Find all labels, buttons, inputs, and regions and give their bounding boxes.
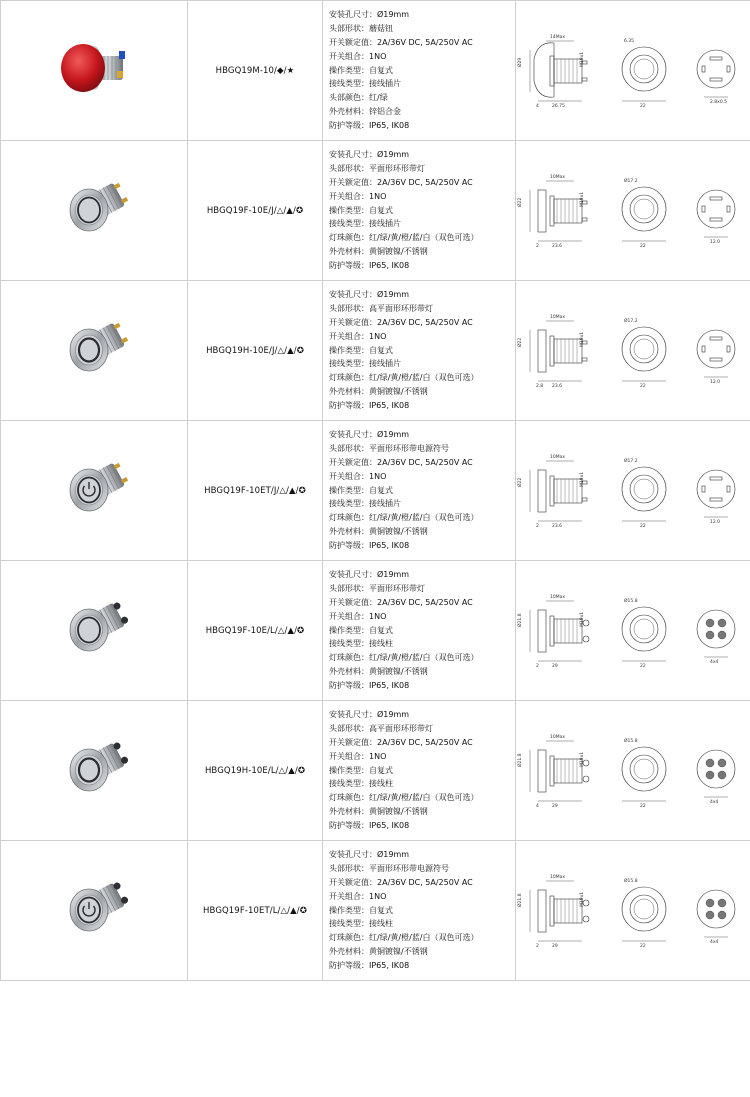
spec-label: 外壳材料： [329,387,369,397]
spec-rating [329,736,515,750]
spec-label: 开关组合： [329,751,369,761]
spec-value: 1NO [369,751,387,761]
spec-value: 自复式 [369,345,393,355]
spec-list [323,1,516,141]
spec-value: 2A/36V DC, 5A/250V AC [377,37,473,47]
dimension-label: 29 [552,664,558,669]
dimension-label: 2.8x0.5 [710,100,727,105]
spec-head [329,22,515,36]
spec-rating [329,176,515,190]
spec-led-color [329,791,515,805]
spec-label: 安装孔尺寸： [329,289,377,299]
spec-label: 操作类型： [329,65,369,75]
spec-value: 1NO [369,191,387,201]
product-photo-cell [1,561,188,701]
spec-label: 安装孔尺寸： [329,569,377,579]
spec-value: 红/绿/黄/橙/蓝/白（双色可选） [369,653,479,663]
spec-value: 接线插片 [369,359,401,369]
spec-label: 防护等级： [329,121,369,131]
spec-label: 安装孔尺寸： [329,9,377,19]
spec-value: 1NO [369,891,387,901]
spec-list [323,561,516,701]
spec-housing [329,105,515,119]
spec-value: Ø19mm [377,9,410,19]
dimension-label: 4 [536,804,539,809]
spec-value: IP65, IK08 [369,961,410,971]
dimension-drawing [516,421,750,561]
spec-led-color [329,511,515,525]
spec-value: 2A/36V DC, 5A/250V AC [377,737,473,747]
spec-rating [329,596,515,610]
spec-label: 防护等级： [329,541,369,551]
spec-label: 开关额定值： [329,597,377,607]
spec-list [323,841,516,981]
spec-value: 高平面形环形带灯 [369,723,433,733]
spec-hole [329,8,515,22]
spec-value: 1NO [369,611,387,621]
spec-value: 1NO [369,471,387,481]
dimension-label: 22 [640,804,646,809]
red-mushroom-button-icon [1,1,187,140]
spec-value: 锌铝合金 [369,107,401,117]
spec-value: 红/绿/黄/橙/蓝/白（双色可选） [369,933,479,943]
spec-label: 灯珠颜色： [329,793,369,803]
dimension-label: Ø15.8 [624,599,638,604]
spec-hole [329,568,515,582]
dimension-label: Ø21.8 [518,753,523,767]
spec-label: 开关组合： [329,51,369,61]
spec-value: Ø19mm [377,849,410,859]
dimension-label: 14Max [550,35,566,40]
dimension-label: Ø22 [518,197,523,207]
spec-label: 头部形状： [329,723,369,733]
spec-label: 开关组合： [329,891,369,901]
spec-head [329,442,515,456]
dimension-label: M19x1 [580,611,585,627]
table-row [1,701,750,841]
spec-label: 开关额定值： [329,177,377,187]
spec-operation [329,484,515,498]
spec-value: 自复式 [369,625,393,635]
dimension-label: Ø17.2 [624,459,638,464]
spec-value: 2A/36V DC, 5A/250V AC [377,177,473,187]
table-row [1,1,750,141]
spec-value: 1NO [369,331,387,341]
spec-terminal [329,217,515,231]
dimension-label: 10Max [550,595,566,600]
spec-value: 接线柱 [369,779,393,789]
spec-label: 防护等级： [329,681,369,691]
spec-combo [329,190,515,204]
spec-value: IP65, IK08 [369,681,410,691]
spec-value: 自复式 [369,905,393,915]
spec-housing [329,945,515,959]
spec-value: 红/绿 [369,93,388,103]
table-row [1,421,750,561]
dimension-label: Ø22 [518,477,523,487]
dimension-drawing [516,841,750,981]
dimension-label: 23.6 [552,384,563,389]
dimension-label: 12.0 [710,520,721,525]
dimension-label: 22 [640,524,646,529]
dimension-label: M19x1 [580,891,585,907]
spec-head [329,582,515,596]
spec-label: 外壳材料： [329,527,369,537]
spec-label: 安装孔尺寸： [329,849,377,859]
raised-ring-led-button-icon [1,281,187,420]
spec-label: 安装孔尺寸： [329,429,377,439]
spec-label: 接线类型： [329,919,369,929]
spec-value: Ø19mm [377,709,410,719]
drawing-icon [516,841,750,980]
spec-value: 黄铜镀镍/不锈钢 [369,667,428,677]
dimension-label: M19x1 [580,751,585,767]
dimension-label: Ø15.8 [624,879,638,884]
dimension-label: 22 [640,664,646,669]
spec-rating [329,316,515,330]
dimension-label: 29 [552,804,558,809]
spec-housing [329,525,515,539]
drawing-icon [516,701,750,840]
spec-combo [329,50,515,64]
dimension-label: 26.75 [552,104,565,109]
spec-value: Ø19mm [377,569,410,579]
spec-value: 2A/36V DC, 5A/250V AC [377,457,473,467]
spec-label: 头部颜色： [329,93,369,103]
spec-label: 外壳材料： [329,807,369,817]
spec-value: 红/绿/黄/橙/蓝/白（双色可选） [369,793,479,803]
spec-protection [329,819,515,833]
flat-ring-led-button-icon [1,141,187,280]
spec-combo [329,330,515,344]
dimension-label: 2 [536,664,539,669]
spec-label: 外壳材料： [329,107,369,117]
spec-label: 操作类型： [329,765,369,775]
spec-value: 接线柱 [369,639,393,649]
spec-value: 接线插片 [369,219,401,229]
power-symbol-led-screw-button-icon [1,841,187,980]
spec-value: IP65, IK08 [369,541,410,551]
flat-ring-led-screw-button-icon [1,561,187,700]
spec-label: 开关额定值： [329,457,377,467]
spec-label: 操作类型： [329,625,369,635]
spec-list [323,141,516,281]
spec-label: 接线类型： [329,639,369,649]
spec-hole [329,288,515,302]
spec-head [329,162,515,176]
raised-ring-led-screw-button-icon [1,701,187,840]
spec-combo [329,750,515,764]
dimension-label: 4x4 [710,940,719,945]
spec-label: 灯珠颜色： [329,933,369,943]
model-number: HBGQ19H-10E/L/△/▲/✪ [188,701,323,841]
spec-hole [329,708,515,722]
spec-label: 防护等级： [329,821,369,831]
spec-value: 黄铜镀镍/不锈钢 [369,247,428,257]
spec-value: 接线插片 [369,79,401,89]
spec-terminal [329,917,515,931]
dimension-label: M19x1 [580,51,585,67]
spec-value: IP65, IK08 [369,121,410,131]
spec-label: 头部形状： [329,303,369,313]
spec-value: 平面形环形带电源符号 [369,863,449,873]
product-photo-cell [1,841,188,981]
dimension-label: 6.35 [624,39,635,44]
drawing-icon [516,561,750,700]
spec-led-color [329,371,515,385]
spec-value: 黄铜镀镍/不锈钢 [369,947,428,957]
product-photo-cell [1,421,188,561]
power-symbol-led-button-icon [1,421,187,560]
spec-value: IP65, IK08 [369,821,410,831]
spec-label: 防护等级： [329,961,369,971]
dimension-label: 10Max [550,735,566,740]
model-number: HBGQ19H-10E/J/△/▲/✪ [188,281,323,421]
drawing-icon [516,281,750,420]
spec-head [329,302,515,316]
spec-label: 灯珠颜色： [329,233,369,243]
spec-value: 平面形环形带电源符号 [369,443,449,453]
dimension-label: 23.6 [552,524,563,529]
spec-label: 操作类型： [329,345,369,355]
dimension-label: 4x4 [710,800,719,805]
spec-led-color [329,231,515,245]
spec-terminal [329,637,515,651]
dimension-label: 22 [640,384,646,389]
spec-housing [329,805,515,819]
spec-head [329,722,515,736]
dimension-drawing [516,141,750,281]
spec-led-color [329,931,515,945]
spec-operation [329,904,515,918]
table-row [1,141,750,281]
spec-operation [329,344,515,358]
spec-list [323,421,516,561]
dimension-label: 22 [640,244,646,249]
spec-hole [329,148,515,162]
spec-protection [329,119,515,133]
dimension-drawing [516,1,750,141]
spec-value: 平面形环形带灯 [369,583,425,593]
spec-operation [329,64,515,78]
spec-combo [329,610,515,624]
spec-label: 操作类型： [329,205,369,215]
dimension-label: 23.6 [552,244,563,249]
spec-terminal [329,497,515,511]
dimension-label: Ø15.8 [624,739,638,744]
spec-label: 开关组合： [329,331,369,341]
dimension-drawing [516,281,750,421]
drawing-icon [516,421,750,560]
dimension-label: 10Max [550,315,566,320]
spec-label: 接线类型： [329,79,369,89]
spec-value: 自复式 [369,485,393,495]
dimension-label: 4x4 [710,660,719,665]
dimension-label: 10Max [550,875,566,880]
spec-value: 2A/36V DC, 5A/250V AC [377,317,473,327]
spec-label: 头部形状： [329,863,369,873]
spec-combo [329,890,515,904]
dimension-label: 22 [640,944,646,949]
dimension-label: M19x1 [580,331,585,347]
dimension-drawing [516,701,750,841]
dimension-label: 2.8 [536,384,544,389]
spec-terminal [329,77,515,91]
dimension-label: Ø17.2 [624,319,638,324]
table-row [1,561,750,701]
spec-value: 高平面形环形带灯 [369,303,433,313]
dimension-label: Ø22 [518,337,523,347]
spec-label: 接线类型： [329,219,369,229]
table-row [1,281,750,421]
spec-label: 开关组合： [329,611,369,621]
spec-terminal [329,777,515,791]
dimension-label: Ø21.8 [518,613,523,627]
spec-label: 安装孔尺寸： [329,149,377,159]
spec-value: 平面形环形带灯 [369,163,425,173]
spec-value: 黄铜镀镍/不锈钢 [369,387,428,397]
spec-housing [329,385,515,399]
spec-label: 头部形状： [329,583,369,593]
dimension-label: M19x1 [580,471,585,487]
spec-value: 自复式 [369,205,393,215]
spec-label: 头部形状： [329,163,369,173]
spec-value: IP65, IK08 [369,261,410,271]
spec-value: 红/绿/黄/橙/蓝/白（双色可选） [369,373,479,383]
spec-label: 头部形状： [329,23,369,33]
dimension-drawing [516,561,750,701]
spec-combo [329,470,515,484]
model-number: HBGQ19F-10ET/J/△/▲/✪ [188,421,323,561]
dimension-label: Ø21.8 [518,893,523,907]
spec-operation [329,624,515,638]
spec-protection [329,259,515,273]
spec-label: 开关组合： [329,191,369,201]
spec-head-color [329,91,515,105]
spec-protection [329,539,515,553]
spec-protection [329,399,515,413]
dimension-label: 29 [552,944,558,949]
dimension-label: 12.0 [710,380,721,385]
spec-hole [329,848,515,862]
spec-label: 头部形状： [329,443,369,453]
dimension-label: Ø17.2 [624,179,638,184]
spec-label: 开关组合： [329,471,369,481]
spec-value: 2A/36V DC, 5A/250V AC [377,597,473,607]
spec-label: 开关额定值： [329,37,377,47]
dimension-label: 4 [536,104,539,109]
spec-label: 开关额定值： [329,737,377,747]
dimension-label: 2 [536,944,539,949]
drawing-icon [516,1,750,140]
dimension-label: 12.0 [710,240,721,245]
spec-value: 1NO [369,51,387,61]
spec-value: 2A/36V DC, 5A/250V AC [377,877,473,887]
spec-protection [329,959,515,973]
spec-value: 接线柱 [369,919,393,929]
spec-housing [329,245,515,259]
spec-protection [329,679,515,693]
spec-label: 外壳材料： [329,667,369,677]
model-number: HBGQ19M-10/◆/★ [188,1,323,141]
spec-value: 接线插片 [369,499,401,509]
spec-operation [329,764,515,778]
spec-label: 接线类型： [329,499,369,509]
product-photo-cell [1,701,188,841]
spec-value: 红/绿/黄/橙/蓝/白（双色可选） [369,233,479,243]
spec-list [323,281,516,421]
spec-label: 灯珠颜色： [329,653,369,663]
spec-list [323,701,516,841]
dimension-label: 10Max [550,175,566,180]
product-photo-cell [1,141,188,281]
spec-label: 接线类型： [329,779,369,789]
spec-value: 自复式 [369,765,393,775]
dimension-label: Ø29 [518,57,523,67]
model-number: HBGQ19F-10E/J/△/▲/✪ [188,141,323,281]
spec-label: 灯珠颜色： [329,513,369,523]
spec-value: Ø19mm [377,429,410,439]
product-photo-cell [1,281,188,421]
spec-value: 自复式 [369,65,393,75]
dimension-label: 22 [640,104,646,109]
drawing-icon [516,141,750,280]
spec-label: 操作类型： [329,905,369,915]
spec-value: 黄铜镀镍/不锈钢 [369,527,428,537]
spec-value: IP65, IK08 [369,401,410,411]
spec-label: 外壳材料： [329,947,369,957]
spec-label: 灯珠颜色： [329,373,369,383]
spec-label: 开关额定值： [329,877,377,887]
table-row [1,841,750,981]
product-photo-cell [1,1,188,141]
spec-housing [329,665,515,679]
spec-rating [329,876,515,890]
spec-operation [329,204,515,218]
spec-head [329,862,515,876]
spec-label: 外壳材料： [329,247,369,257]
spec-label: 防护等级： [329,261,369,271]
spec-value: Ø19mm [377,149,410,159]
spec-value: 红/绿/黄/橙/蓝/白（双色可选） [369,513,479,523]
spec-rating [329,456,515,470]
dimension-label: M19x1 [580,191,585,207]
spec-label: 开关额定值： [329,317,377,327]
spec-value: 黄铜镀镍/不锈钢 [369,807,428,817]
model-number: HBGQ19F-10E/L/△/▲/✪ [188,561,323,701]
dimension-label: 2 [536,244,539,249]
spec-label: 操作类型： [329,485,369,495]
spec-value: 蘑菇钮 [369,23,393,33]
dimension-label: 2 [536,524,539,529]
spec-led-color [329,651,515,665]
dimension-label: 10Max [550,455,566,460]
spec-hole [329,428,515,442]
spec-label: 安装孔尺寸： [329,709,377,719]
spec-value: Ø19mm [377,289,410,299]
spec-rating [329,36,515,50]
spec-label: 接线类型： [329,359,369,369]
spec-label: 防护等级： [329,401,369,411]
model-number: HBGQ19F-10ET/L/△/▲/✪ [188,841,323,981]
spec-terminal [329,357,515,371]
